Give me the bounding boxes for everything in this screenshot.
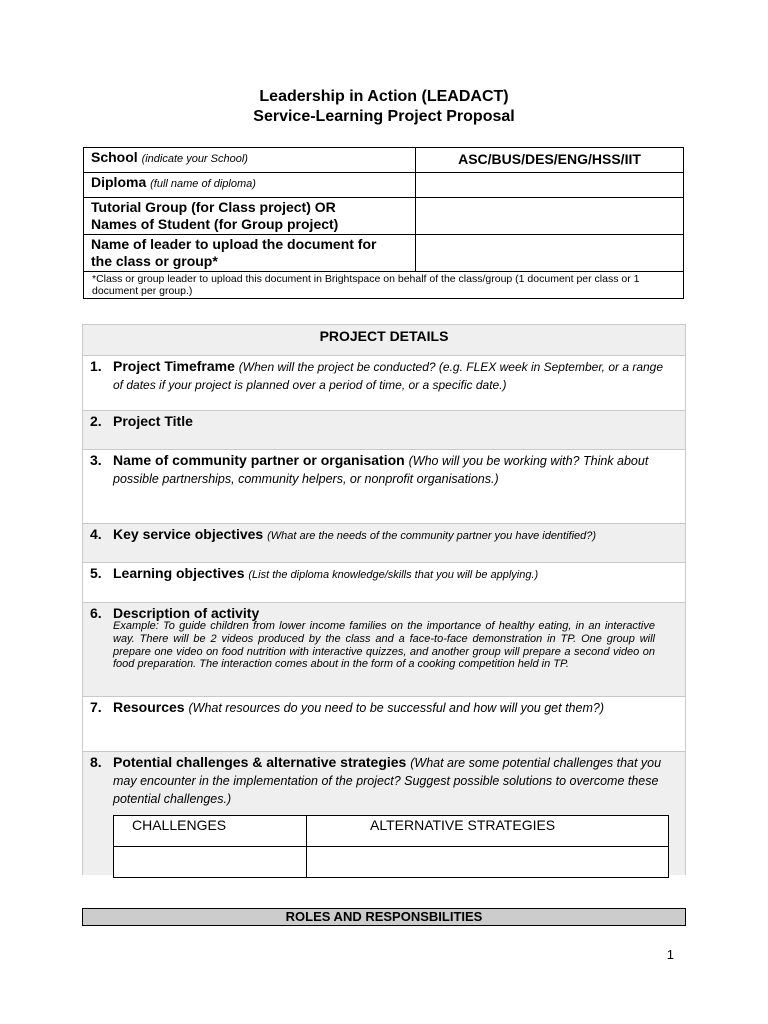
diploma-label-cell: [84, 173, 416, 198]
item-number: 4.: [90, 526, 102, 542]
detail-item-project-title[interactable]: [83, 410, 685, 450]
document-subtitle: Service-Learning Project Proposal: [253, 108, 515, 125]
detail-item-timeframe[interactable]: [83, 355, 685, 411]
item-title: Potential challenges & alternative strategies: [113, 754, 407, 770]
detail-item-resources[interactable]: [83, 696, 685, 752]
group-label-line1: Tutorial Group (for Class project) OR: [91, 199, 336, 215]
item-number: 5.: [90, 565, 102, 581]
item-title: Project Timeframe: [113, 358, 235, 374]
item-title: Project Title: [113, 413, 193, 429]
leader-label-cell: [84, 235, 416, 272]
detail-item-community-partner[interactable]: [83, 449, 685, 524]
leader-label-line1: Name of leader to upload the document for: [91, 236, 377, 252]
item-hint: (When will the project be conducted? (e.g. FLEX week in September, or a range of dates if your project is planned over a period of time, or a specific date.): [113, 360, 664, 392]
document-title: Leadership in Action (LEADACT): [259, 88, 509, 105]
item-hint: (What resources do you need to be successful and how will you get them?): [188, 701, 604, 715]
school-value: ASC/BUS/DES/ENG/HSS/IIT: [416, 148, 684, 173]
leader-label-line2: the class or group*: [91, 253, 218, 269]
school-hint: (indicate your School): [141, 153, 248, 165]
detail-item-learning-objectives[interactable]: [83, 562, 685, 603]
item-number: 2.: [90, 413, 102, 429]
item-title: Name of community partner or organisation: [113, 452, 405, 468]
group-label-cell: [84, 198, 416, 235]
info-table: [83, 147, 684, 299]
upload-note: *Class or group leader to upload this document in Brightspace on behalf of the class/group (1 document per class or 1 document per group.): [84, 272, 684, 299]
detail-item-description[interactable]: [83, 602, 685, 697]
item-title: Description of activity: [113, 605, 260, 621]
challenge-input-cell[interactable]: [114, 847, 307, 878]
challenges-table: [113, 815, 669, 878]
strategies-column-header: ALTERNATIVE STRATEGIES: [307, 816, 669, 847]
item-hint: (What are the needs of the community partner you have identified?): [267, 530, 597, 542]
item-title: Resources: [113, 699, 185, 715]
challenges-column-header: CHALLENGES: [114, 816, 307, 847]
project-details-header: PROJECT DETAILS: [83, 325, 685, 355]
item-hint: (Who will you be working with? Think about possible partnerships, community helpers, or nonprofit organisations.): [113, 454, 649, 486]
strategy-input-cell[interactable]: [307, 847, 669, 878]
item-hint: (What are some potential challenges that you may encounter in the implementation of the project? Suggest possible solutions to overcome these potential challenges.): [113, 756, 662, 806]
item-number: 1.: [90, 358, 102, 374]
item-title: Learning objectives: [113, 565, 245, 581]
school-label-cell: [84, 148, 416, 173]
item-number: 7.: [90, 699, 102, 715]
diploma-hint: (full name of diploma): [150, 178, 256, 190]
roles-header: ROLES AND RESPONSBILITIES: [82, 908, 686, 926]
item-hint: (List the diploma knowledge/skills that you will be applying.): [248, 569, 539, 581]
item-number: 8.: [90, 754, 102, 770]
description-example: Example: To guide children from lower income families on the importance of healthy eating, in an interactive way. There will be 2 videos produced by the class and a face-to-face demonstration in TP. One group will prepare one video on food nutrition with interactive quizzes, and another group will prepare a second video on food preparation. The interaction comes about in the form of a cooking competition held in TP.: [113, 620, 655, 671]
item-number: 6.: [90, 605, 102, 621]
detail-item-service-objectives[interactable]: [83, 523, 685, 563]
diploma-input-cell[interactable]: [416, 173, 684, 198]
group-label-line2: Names of Student (for Group project): [91, 216, 339, 232]
leader-input-cell[interactable]: [416, 235, 684, 272]
page-number: 1: [666, 947, 674, 962]
group-input-cell[interactable]: [416, 198, 684, 235]
item-title: Key service objectives: [113, 526, 264, 542]
item-number: 3.: [90, 452, 102, 468]
project-details-section: [82, 324, 686, 875]
diploma-label: Diploma: [91, 174, 147, 190]
school-label: School: [91, 149, 138, 165]
